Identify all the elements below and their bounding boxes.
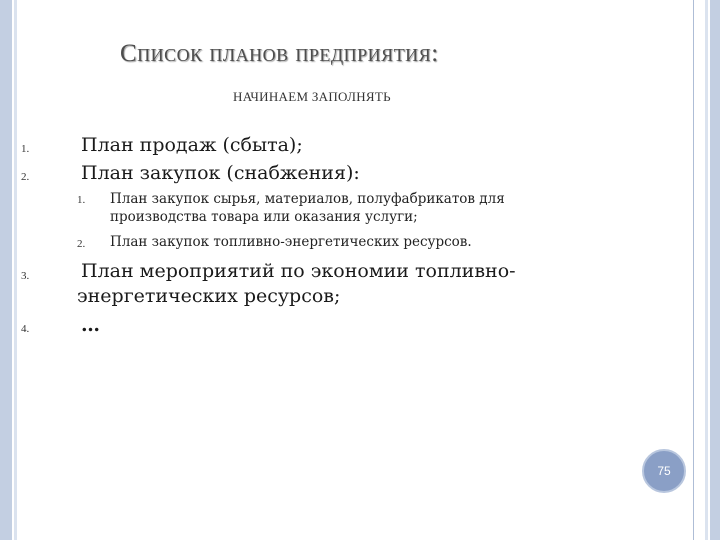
list-item-number: 2. <box>21 171 30 183</box>
sublist-item-text-line1: План закупок сырья, материалов, полуфабрикатов для <box>110 191 505 207</box>
slide-title: Список планов предприятия: <box>120 40 439 67</box>
left-frame-line <box>14 0 17 540</box>
slide-subtitle: НАЧИНАЕМ ЗАПОЛНЯТЬ <box>233 89 391 104</box>
right-frame-line <box>705 0 708 540</box>
sublist-item-number: 1. <box>77 194 86 206</box>
left-frame-bar <box>0 0 12 540</box>
list-item-number: 4. <box>21 323 30 335</box>
list-item-text-line2: энергетических ресурсов; <box>77 285 341 307</box>
page-number-badge: 75 <box>642 449 686 493</box>
list-item-text: План закупок (снабжения): <box>81 162 360 184</box>
sublist-item-text-line2: производства товара или оказания услуги; <box>110 209 418 225</box>
list-item-text-line1: План мероприятий по экономии топливно- <box>81 260 516 282</box>
list-item-text: План продаж (сбыта); <box>81 134 303 156</box>
list-item-number: 1. <box>21 143 30 155</box>
list-item-number: 3. <box>21 270 30 282</box>
right-frame-thin-line <box>693 0 694 540</box>
list-item-text: … <box>81 314 100 336</box>
sublist-item-text: План закупок топливно-энергетических ресурсов. <box>110 234 472 250</box>
sublist-item-number: 2. <box>77 238 86 250</box>
right-frame-bar <box>710 0 720 540</box>
